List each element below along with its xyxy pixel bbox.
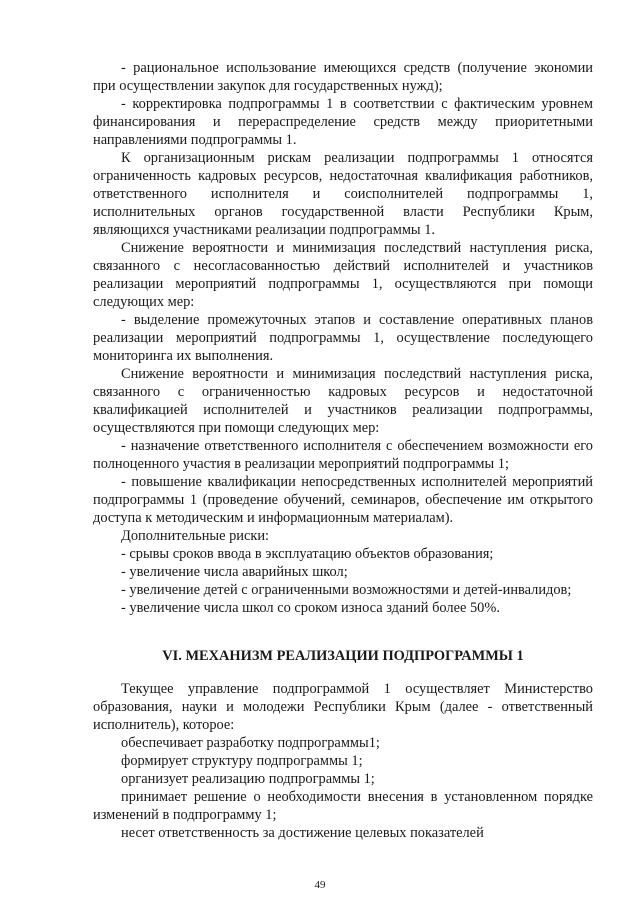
paragraph: - срывы сроков ввода в эксплуатацию объектов образования;	[121, 546, 494, 562]
mechanism-section-text	[93, 680, 593, 842]
paragraph: Снижение вероятности и минимизация последствий наступления риска, связанного с несогласованностью действий исполнителей и участников реализации мероприятий подпрограммы 1, осуществляются при помощи следующих мер:	[93, 240, 593, 310]
paragraph: - увеличение детей с ограниченными возможностями и детей-инвалидов;	[121, 582, 572, 598]
paragraph: принимает решение о необходимости внесения в установленном порядке изменений в подпрограмму 1;	[93, 789, 593, 823]
risk-section-text	[93, 59, 593, 617]
paragraph: формирует структуру подпрограммы 1;	[121, 753, 363, 769]
paragraph: несет ответственность за достижение целевых показателей	[121, 825, 484, 841]
paragraph: - корректировка подпрограммы 1 в соответствии с фактическим уровнем финансирования и перераспределение средств между приоритетными направлениями подпрограммы 1.	[93, 96, 593, 148]
section-heading: VI. МЕХАНИЗМ РЕАЛИЗАЦИИ ПОДПРОГРАММЫ 1	[162, 648, 524, 664]
paragraph: - выделение промежуточных этапов и составление оперативных планов реализации мероприятий подпрограммы 1, осуществление последующего мониторинга их выполнения.	[93, 312, 593, 364]
paragraph: организует реализацию подпрограммы 1;	[121, 771, 375, 787]
paragraph: К организационным рискам реализации подпрограммы 1 относятся ограниченность кадровых ресурсов, недостаточная квалификация работников, ответственного исполнителя и соисполнителей подпрограммы 1, исполнительных органов государственной власти Республики Крым, являющихся участниками реализации подпрограммы 1.	[93, 150, 593, 238]
paragraph: Текущее управление подпрограммой 1 осуществляет Министерство образования, науки и молодежи Республики Крым (далее - ответственный исполнитель), которое:	[93, 681, 593, 733]
paragraph: Снижение вероятности и минимизация последствий наступления риска, связанного с ограниченностью кадровых ресурсов и недостаточной квалификацией исполнителей и участников реализации подпрограммы, осуществляются при помощи следующих мер:	[93, 366, 593, 436]
page-number: 49	[314, 879, 326, 891]
paragraph: - повышение квалификации непосредственных исполнителей мероприятий подпрограммы 1 (проведение обучений, семинаров, обеспечение им открытого доступа к методическим и информационным материалам).	[93, 474, 593, 526]
paragraph: обеспечивает разработку подпрограммы1;	[121, 735, 380, 751]
paragraph: - рациональное использование имеющихся средств (получение экономии при осуществлении закупок для государственных нужд);	[93, 60, 593, 94]
paragraph: - увеличение числа аварийных школ;	[121, 564, 348, 580]
paragraph: Дополнительные риски:	[121, 528, 270, 544]
paragraph: - увеличение числа школ со сроком износа зданий более 50%.	[121, 600, 500, 616]
paragraph: - назначение ответственного исполнителя с обеспечением возможности его полноценного участия в реализации мероприятий подпрограммы 1;	[93, 438, 593, 472]
